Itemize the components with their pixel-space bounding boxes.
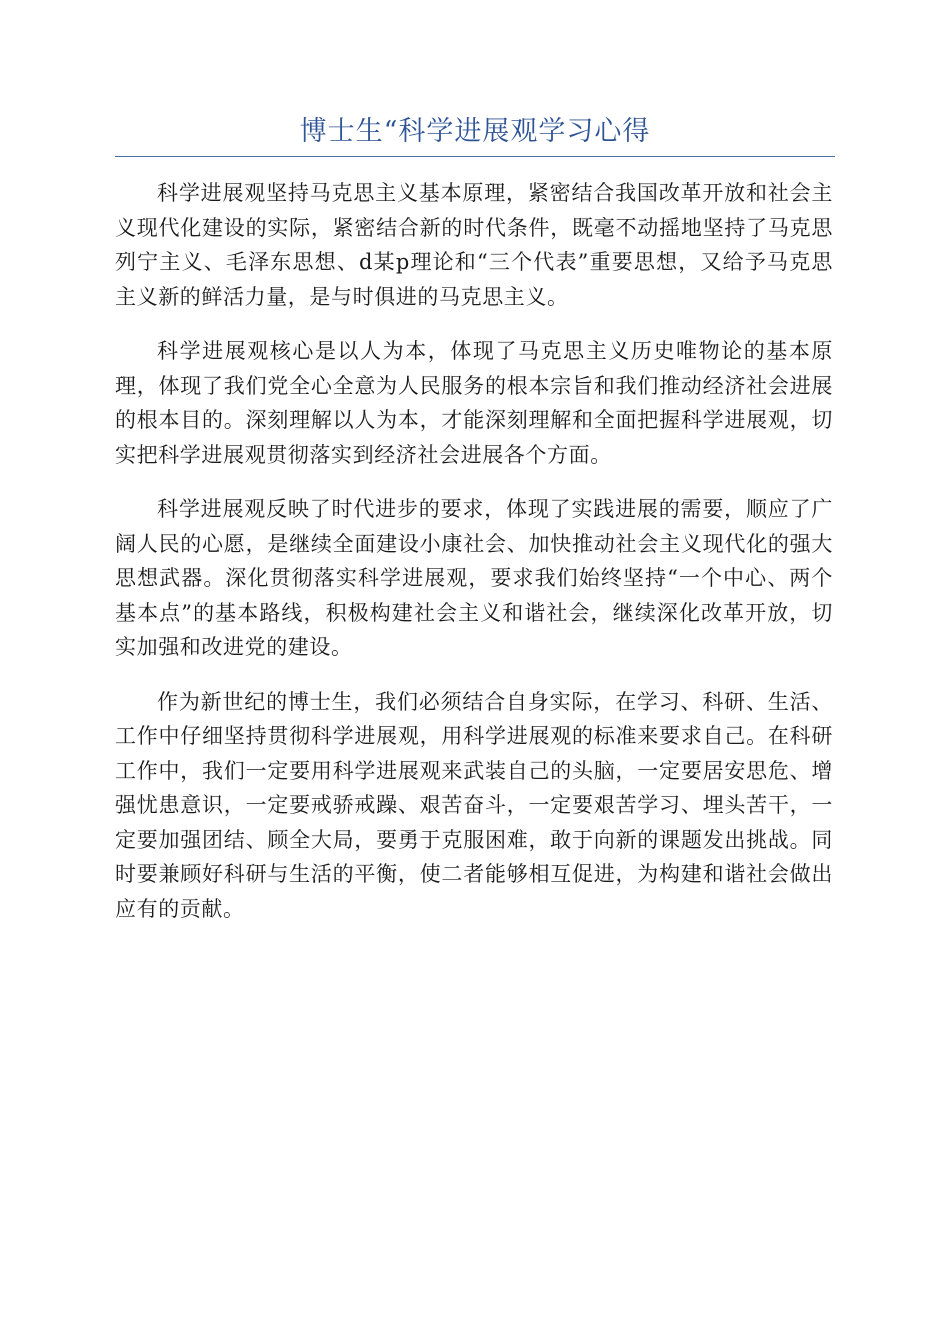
paragraph: 科学进展观核心是以人为本，体现了马克思主义历史唯物论的基本原理，体现了我们党全心全意为人民服务的根本宗旨和我们推动经济社会进展的根本目的。深刻理解以人为本，才能深刻理解和全面把握科学进展观，切实把科学进展观贯彻落实到经济社会进展各个方面。 [115, 339, 833, 467]
document-title: 博士生“科学进展观学习心得 [299, 116, 651, 147]
paragraph: 作为新世纪的博士生，我们必须结合自身实际，在学习、科研、生活、工作中仔细坚持贯彻科学进展观，用科学进展观的标准来要求自己。在科研工作中，我们一定要用科学进展观来武装自己的头脑，一定要居安思危、增强忧患意识，一定要戒骄戒躁、艰苦奋斗，一定要艰苦学习、埋头苦干，一定要加强团结、顾全大局，要勇于克服困难，敢于向新的课题发出挑战。同时要兼顾好科研与生活的平衡，使二者能够相互促进，为构建和谐社会做出应有的贡献。 [115, 689, 833, 921]
title-block [115, 112, 835, 157]
paragraph: 科学进展观反映了时代进步的要求，体现了实践进展的需要，顺应了广阔人民的心愿，是继续全面建设小康社会、加快推动社会主义现代化的强大思想武器。深化贯彻落实科学进展观，要求我们始终坚持“一个中心、两个基本点”的基本路线，积极构建社会主义和谐社会，继续深化改革开放，切实加强和改进党的建设。 [115, 497, 833, 659]
document-body [115, 176, 833, 946]
paragraph: 科学进展观坚持马克思主义基本原理，紧密结合我国改革开放和社会主义现代化建设的实际，紧密结合新的时代条件，既毫不动摇地坚持了马克思列宁主义、毛泽东思想、d某p理论和“三个代表”重要思想，又给予马克思主义新的鲜活力量，是与时俱进的马克思主义。 [115, 181, 833, 309]
